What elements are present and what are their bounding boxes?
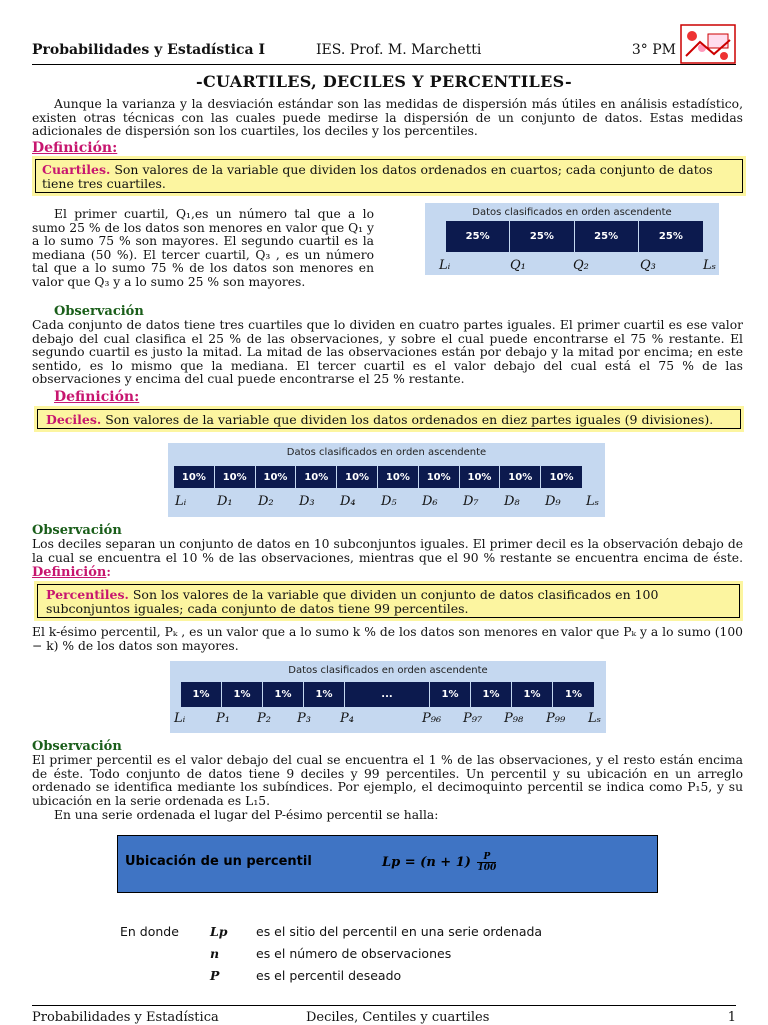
percentile-label: P₄ [340, 711, 354, 726]
percentile-label: P₉₆ [422, 711, 442, 726]
definition-label: Definición: [32, 140, 118, 156]
institution-logo-icon [680, 24, 736, 64]
percentiles-keyword: Percentiles. [46, 587, 129, 602]
decile-label: D₃ [299, 494, 315, 509]
quartile-cell: 25% [510, 221, 574, 252]
legend-row: Lp es el sitio del percentil en una serie ordenada [210, 924, 543, 939]
decile-cell: 10% [460, 466, 501, 488]
cuartiles-explanation: El primer cuartil, Q₁,es un número tal que a lo sumo 25 % de los datos son menores en valor que Q₁ y a lo sumo 75 % son mayores. El segundo cuartil es la mediana (50 %). El tercer cuartil, Q₃ , es un número tal que a lo sumo 75 % de los datos son menores en valor que Q₃ y a lo sumo 25 % son mayores. [32, 207, 374, 289]
percentile-cell: 1% [304, 682, 345, 707]
decile-label: Lᵢ [175, 494, 187, 509]
header-level: 3° PM [631, 42, 676, 58]
intro-paragraph: Aunque la varianza y la desviación estándar son las medidas de dispersión más útiles en análisis estadístico, existen otras técnicas con las cuales puede medirse la dispersión de un conjunto de datos. Estas medidas adicionales de dispersión son los cuartiles, los deciles y los percentiles. [32, 97, 743, 138]
percentile-cell: 1% [181, 682, 222, 707]
percentile-label: Lₛ [588, 711, 602, 726]
quartile-label: Lᵢ [439, 258, 451, 273]
footer-course: Probabilidades y Estadística [32, 1010, 219, 1025]
observation-2-text: Los deciles separan un conjunto de datos en 10 subconjuntos iguales. El primer decil es la observación debajo de la cual se encuentra el 10 % de las observaciones, mientras que el 90 % restante se encuentra encima de éste. Definición: [32, 537, 743, 580]
quartile-cell: 25% [639, 221, 703, 252]
percentile-cell: 1% [430, 682, 471, 707]
percentile-location-box [117, 835, 658, 893]
percentile-cell: 1% [553, 682, 594, 707]
observation-1-text: Cada conjunto de datos tiene tres cuartiles que lo dividen en cuatro partes iguales. El primer cuartil es ese valor debajo del cual clasifica el 25 % de las observaciones, y sobre el cual puede encontrarse el 75 % restante. El segundo cuartil es justo la mitad. La mitad de las observaciones están por debajo y la mitad por encima; en este sentido, es lo mismo que la mediana. El tercer cuartil es el valor debajo del cual está el 75 % de las observaciones y encima del cual puede encontrarse el 25 % restante. [32, 318, 743, 386]
quartile-label: Q₃ [640, 258, 656, 273]
decile-label: Lₛ [586, 494, 600, 509]
cuartiles-definition-text: Son valores de la variable que dividen los datos ordenados en cuartos; cada conjunto de datos tiene tres cuartiles. [42, 162, 713, 191]
cuartiles-keyword: Cuartiles. [42, 162, 111, 177]
percentile-cell: 1% [263, 682, 304, 707]
quartile-cell: 25% [446, 221, 510, 252]
decile-cell: 10% [378, 466, 419, 488]
footer-rule [32, 1005, 736, 1006]
percentiles-explanation: El k-ésimo percentil, Pₖ , es un valor que a lo sumo k % de los datos son menores en valor que Pₖ y a lo sumo (100 − k) % de los datos son mayores. [32, 625, 743, 653]
percentile-label: P₉₈ [504, 711, 524, 726]
quartile-labels [425, 258, 725, 276]
percentile-cell: 1% [512, 682, 553, 707]
page-header [32, 38, 736, 64]
percentile-label: P₉₇ [463, 711, 483, 726]
decile-label: D₈ [504, 494, 520, 509]
percentile-label: P₃ [297, 711, 311, 726]
page-title: -CUARTILES, DECILES Y PERCENTILES- [196, 72, 572, 91]
decile-label: D₇ [463, 494, 479, 509]
observation-label: Observación [54, 304, 144, 319]
percentile-labels [170, 711, 610, 729]
deciles-definition-box [37, 409, 741, 429]
decile-cell: 10% [296, 466, 337, 488]
quartile-cell: 25% [575, 221, 639, 252]
header-course: Probabilidades y Estadística I [32, 42, 266, 58]
serie-text: En una serie ordenada el lugar del P-ésimo percentil se halla: [54, 808, 439, 822]
legend-row: P es el percentil deseado [210, 968, 402, 983]
quartile-label: Q₂ [573, 258, 589, 273]
observation-label: Observación [32, 739, 122, 754]
percentiles-definition-text: Son los valores de la variable que dividen un conjunto de datos clasificados en 100 subconjuntos iguales; cada conjunto de datos tiene 99 percentiles. [46, 587, 659, 616]
footer-page-number: 1 [727, 1010, 736, 1025]
decile-diagram-title: Datos clasificados en orden ascendente [286, 447, 487, 458]
decile-cell: 10% [256, 466, 297, 488]
percentile-label: P₉₉ [546, 711, 566, 726]
decile-labels [168, 494, 608, 512]
observation-3-text: El primer percentil es el valor debajo del cual se encuentra el 1 % de las observaciones, y el resto están encima de éste. Todo conjunto de datos tiene 9 deciles y 99 percentiles. Un percentil y su ubicación en un arreglo ordenado se identifica mediante los subíndices. Por ejemplo, el decimoquinto percentil se indica como P₁5, y su ubicación en la serie ordenada es L₁5. [32, 753, 743, 808]
header-rule [32, 64, 736, 65]
observation-label: Observación [32, 523, 122, 538]
decile-label: D₁ [217, 494, 233, 509]
percentile-location-label: Ubicación de un percentil [125, 854, 312, 869]
percentile-label: P₂ [257, 711, 271, 726]
percentile-diagram-title: Datos clasificados en orden ascendente [288, 665, 488, 676]
percentile-label: Lᵢ [174, 711, 186, 726]
decile-label: D₂ [258, 494, 274, 509]
deciles-definition-text: Son valores de la variable que dividen los datos ordenados en diez partes iguales (9 divisiones). [105, 412, 714, 427]
percentile-location-formula: Lp = (n + 1) $\frac{P}{100}$ [382, 852, 497, 873]
decile-cell: 10% [419, 466, 460, 488]
decile-cell: 10% [215, 466, 256, 488]
legend-row: n es el número de observaciones [210, 946, 452, 961]
percentile-label: P₁ [216, 711, 230, 726]
header-institution: IES. Prof. M. Marchetti [316, 42, 482, 58]
footer-topic: Deciles, Centiles y cuartiles [306, 1010, 490, 1025]
deciles-keyword: Deciles. [46, 412, 102, 427]
legend-en-donde: En donde [120, 924, 179, 939]
definition-label: Definición: [54, 389, 140, 405]
quartile-diagram-title: Datos clasificados en orden ascendente [472, 207, 672, 218]
decile-label: D₆ [422, 494, 438, 509]
decile-cell: 10% [541, 466, 582, 488]
percentile-cell-ellipsis: ... [345, 682, 430, 707]
decile-label: D₅ [381, 494, 397, 509]
percentile-cell: 1% [471, 682, 512, 707]
decile-cell: 10% [174, 466, 215, 488]
decile-cell: 10% [337, 466, 378, 488]
decile-cell: 10% [500, 466, 541, 488]
percentiles-definition-box [37, 584, 740, 618]
quartile-label: Q₁ [510, 258, 526, 273]
definition-label: Definición [32, 565, 107, 580]
decile-label: D₄ [340, 494, 356, 509]
quartile-label: Lₛ [703, 258, 717, 273]
cuartiles-definition-box [35, 159, 743, 193]
percentile-cell: 1% [222, 682, 263, 707]
decile-label: D₉ [545, 494, 561, 509]
